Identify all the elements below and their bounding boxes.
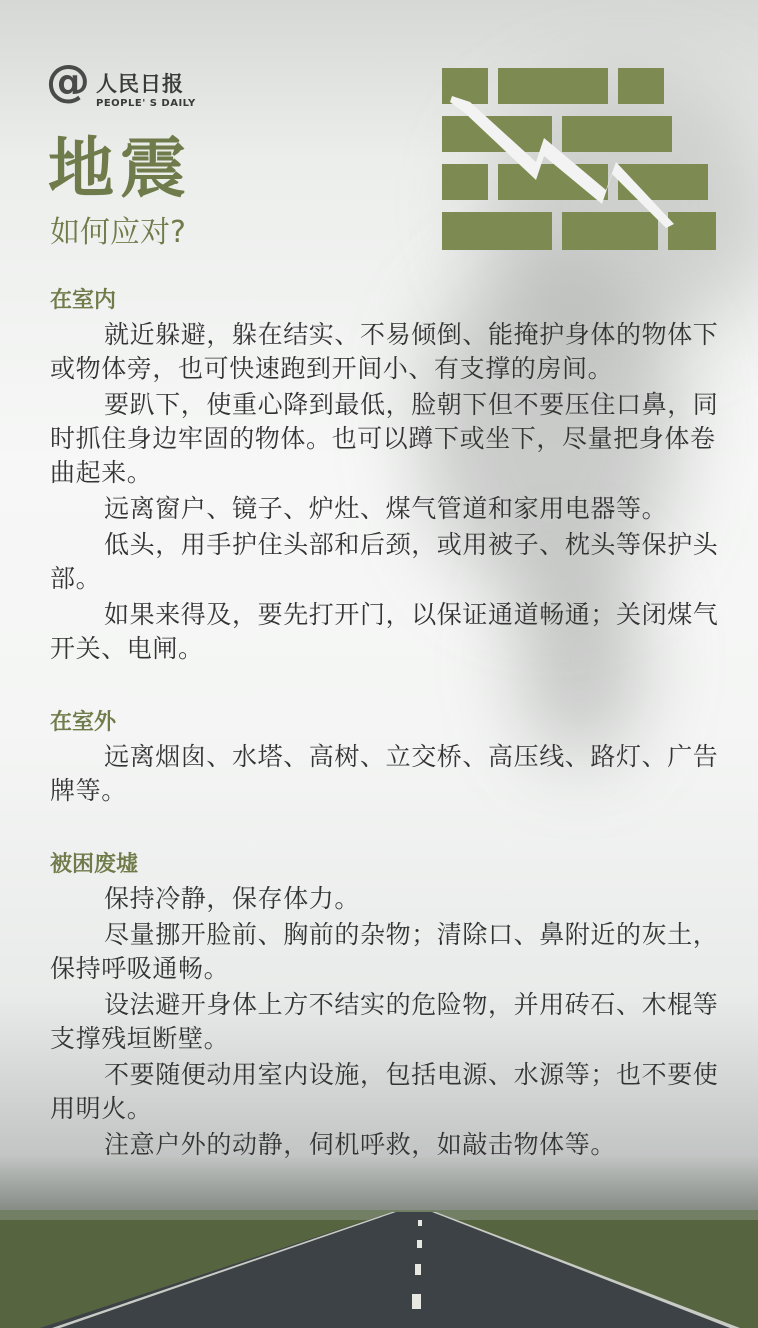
paragraph: 要趴下，使重心降到最低，脸朝下但不要压住口鼻，同时抓住身边牢固的物体。也可以蹲下或坐下，尽量把身体卷曲起来。 (50, 390, 719, 487)
paragraph: 注意户外的动静，伺机呼救，如敲击物体等。 (104, 1130, 617, 1159)
paragraph: 就近躲避，躲在结实、不易倾倒、能掩护身体的物体下或物体旁，也可快速跑到开间小、有支撑的房间。 (50, 320, 719, 383)
paragraph: 低头，用手护住头部和后颈，或用被子、枕头等保护头部。 (50, 530, 719, 593)
paragraph: 设法避开身体上方不结实的危险物，并用砖石、木棍等支撑残垣断壁。 (50, 990, 719, 1053)
paragraph: 如果来得及，要先打开门，以保证通道畅通；关闭煤气开关、电闸。 (50, 600, 719, 663)
content (50, 284, 730, 1164)
section-title-trapped: 被困废墟 (50, 852, 139, 877)
logo-symbol: @ (46, 56, 90, 107)
logo-name-en: PEOPLE' S DAILY (96, 98, 196, 109)
paragraph: 远离烟囱、水塔、高树、立交桥、高压线、路灯、广告牌等。 (50, 742, 719, 805)
page-subtitle: 如何应对? (50, 215, 186, 250)
page-title: 地震 (48, 130, 192, 207)
paragraph: 不要随便动用室内设施，包括电源、水源等；也不要使用明火。 (50, 1060, 719, 1123)
paragraph: 远离窗户、镜子、炉灶、煤气管道和家用电器等。 (104, 494, 668, 523)
road-illustration (0, 1210, 758, 1328)
section-title-indoor: 在室内 (50, 288, 117, 313)
section-title-outdoor: 在室外 (50, 710, 117, 735)
brick-wall-crack-icon (440, 66, 720, 254)
paragraph: 尽量挪开脸前、胸前的杂物；清除口、鼻附近的灰土，保持呼吸通畅。 (50, 920, 719, 983)
people-daily-logo (46, 58, 216, 116)
logo-name-cn: 人民日报 (96, 72, 184, 96)
paragraph: 保持冷静，保存体力。 (104, 884, 361, 913)
